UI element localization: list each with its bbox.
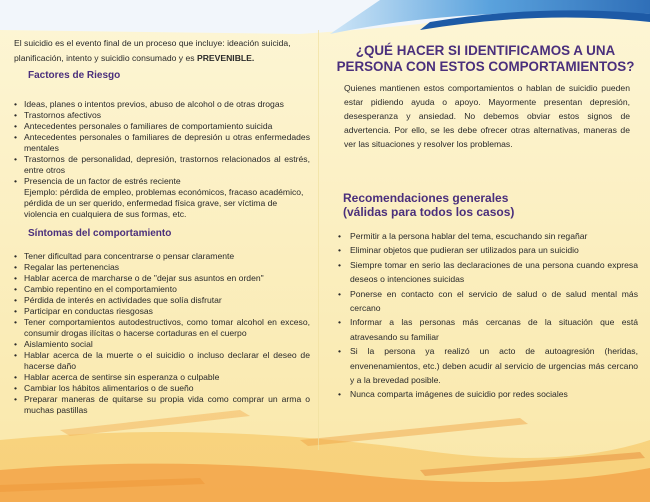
- list-item: • Aislamiento social: [14, 339, 93, 349]
- intro-strong: PREVENIBLE.: [196, 53, 255, 63]
- bullet-icon: •: [14, 383, 18, 393]
- bullet-icon: •: [338, 288, 342, 299]
- list-item: • Regalar las pertenencias: [14, 262, 120, 272]
- bullet-icon: •: [14, 317, 18, 327]
- list-item: • Trastornos afectivos: [14, 110, 102, 120]
- bullet-icon: •: [14, 339, 18, 349]
- bullet-icon: •: [14, 350, 18, 360]
- bullet-icon: •: [14, 295, 18, 305]
- list-item: • Siempre tomar en serio las declaraciones de una persona cuando expresa deseos o intenciones suicidas: [338, 259, 638, 285]
- list-item: • Hablar acerca de marcharse o de "dejar sus asuntos en orden": [14, 273, 264, 283]
- bullet-icon: •: [14, 273, 18, 283]
- list-item: • Eliminar objetos que pudieran ser utilizados para un suicidio: [338, 243, 638, 257]
- left-column: [14, 36, 310, 416]
- bullet-icon: •: [338, 346, 342, 357]
- sintomas-heading: Síntomas del comportamiento: [28, 228, 172, 239]
- list-item: • Si la persona ya realizó un acto de autoagresión (heridas, envenenamientos, etc.) deben acudir al servicio de urgencias más cercano y a la brevedad posible.: [338, 346, 638, 386]
- list-item: • Antecedentes personales o familiares de comportamiento suicida: [14, 121, 273, 131]
- bullet-icon: •: [14, 372, 18, 382]
- list-item: • Hablar acerca de la muerte o el suicidio o incluso declarar el deseo de hacerse daño: [14, 350, 310, 371]
- intro-paragraph: [14, 36, 310, 66]
- intro-text: El suicidio es el evento final de un proceso que incluye: ideación suicida, planificación, intento y suicidio consumado y es: [14, 38, 291, 63]
- list-item: • Trastornos de personalidad, depresión, trastornos relacionados al estrés, entre otros: [14, 154, 310, 175]
- list-item: • Permitir a la persona hablar del tema, escuchando sin regañar: [338, 229, 638, 243]
- bullet-icon: •: [14, 121, 18, 131]
- recomendaciones-title-line2: (válidas para todos los casos): [343, 205, 515, 219]
- que-hacer-title-line1: ¿QUÉ HACER SI IDENTIFICAMOS A UNA: [355, 43, 616, 58]
- list-item: • Presencia de un factor de estrés reciente: [14, 176, 181, 186]
- riesgo-heading: Factores de Riesgo: [28, 70, 121, 81]
- que-hacer-paragraph: Quienes mantienen estos comportamientos o hablan de suicidio pueden estar pidiendo ayuda o apoyo. Mayormente presentan depresión, desesperanza y ansiedad. No debemos obviar estos signos de advertencia. Por ello, se les debe ofrecer otras alternativas, maneras de ver las situaciones y resolver los problemas.: [344, 83, 630, 149]
- list-item: • Hablar acerca de sentirse sin esperanza o culpable: [14, 372, 220, 382]
- bullet-icon: •: [14, 284, 18, 294]
- list-item: • Antecedentes personales o familiares de depresión u otras enfermedades mentales: [14, 132, 310, 153]
- sintomas-list: [14, 251, 310, 416]
- right-column: [333, 40, 638, 402]
- que-hacer-title-line2: PERSONA CON ESTOS COMPORTAMIENTOS?: [336, 59, 635, 74]
- list-item: • Cambio repentino en el comportamiento: [14, 284, 177, 294]
- bullet-icon: •: [14, 394, 18, 404]
- list-item: • Cambiar los hábitos alimentarios o de sueño: [14, 383, 194, 393]
- bullet-icon: •: [14, 110, 18, 120]
- bullet-icon: •: [14, 251, 18, 261]
- bullet-icon: •: [338, 317, 342, 328]
- bullet-icon: •: [14, 176, 18, 186]
- list-item: • Participar en conductas riesgosas: [14, 306, 153, 316]
- recomendaciones-list: [338, 229, 638, 402]
- bullet-icon: •: [14, 132, 18, 142]
- riesgo-list: [14, 99, 310, 187]
- bullet-icon: •: [338, 231, 342, 241]
- bullet-icon: •: [14, 154, 18, 164]
- list-item: • Tener dificultad para concentrarse o pensar claramente: [14, 251, 235, 261]
- bullet-icon: •: [14, 262, 18, 272]
- list-item: • Informar a las personas más cercanas de la situación que está atravesando su familiar: [338, 317, 638, 342]
- recomendaciones-heading: [343, 191, 638, 219]
- bullet-icon: •: [338, 245, 342, 256]
- list-item: • Nunca comparta imágenes de suicidio por redes sociales: [338, 387, 638, 401]
- list-item: • Tener comportamientos autodestructivos, como tomar alcohol en exceso, consumir drogas ilícitas o hacerse cortaduras en el cuerpo: [14, 317, 310, 338]
- bullet-icon: •: [14, 99, 18, 109]
- riesgo-example: Ejemplo: pérdida de empleo, problemas económicos, fracaso académico, pérdida de un ser querido, enfermedad física grave, ser víctima de violencia en cualquiera de sus formas, etc.: [24, 187, 304, 219]
- list-item: • Ponerse en contacto con el servicio de salud o de salud mental más cercano: [338, 288, 638, 314]
- que-hacer-heading: [333, 43, 638, 75]
- bullet-icon: •: [14, 306, 18, 316]
- list-item: • Preparar maneras de quitarse su propia vida como comprar un arma o muchas pastillas: [14, 394, 310, 415]
- list-item: • Ideas, planes o intentos previos, abuso de alcohol o de otras drogas: [14, 99, 284, 109]
- bullet-icon: •: [338, 389, 342, 400]
- list-item: • Pérdida de interés en actividades que solía disfrutar: [14, 295, 222, 305]
- bullet-icon: •: [338, 259, 342, 270]
- recomendaciones-title-line1: Recomendaciones generales: [343, 191, 509, 205]
